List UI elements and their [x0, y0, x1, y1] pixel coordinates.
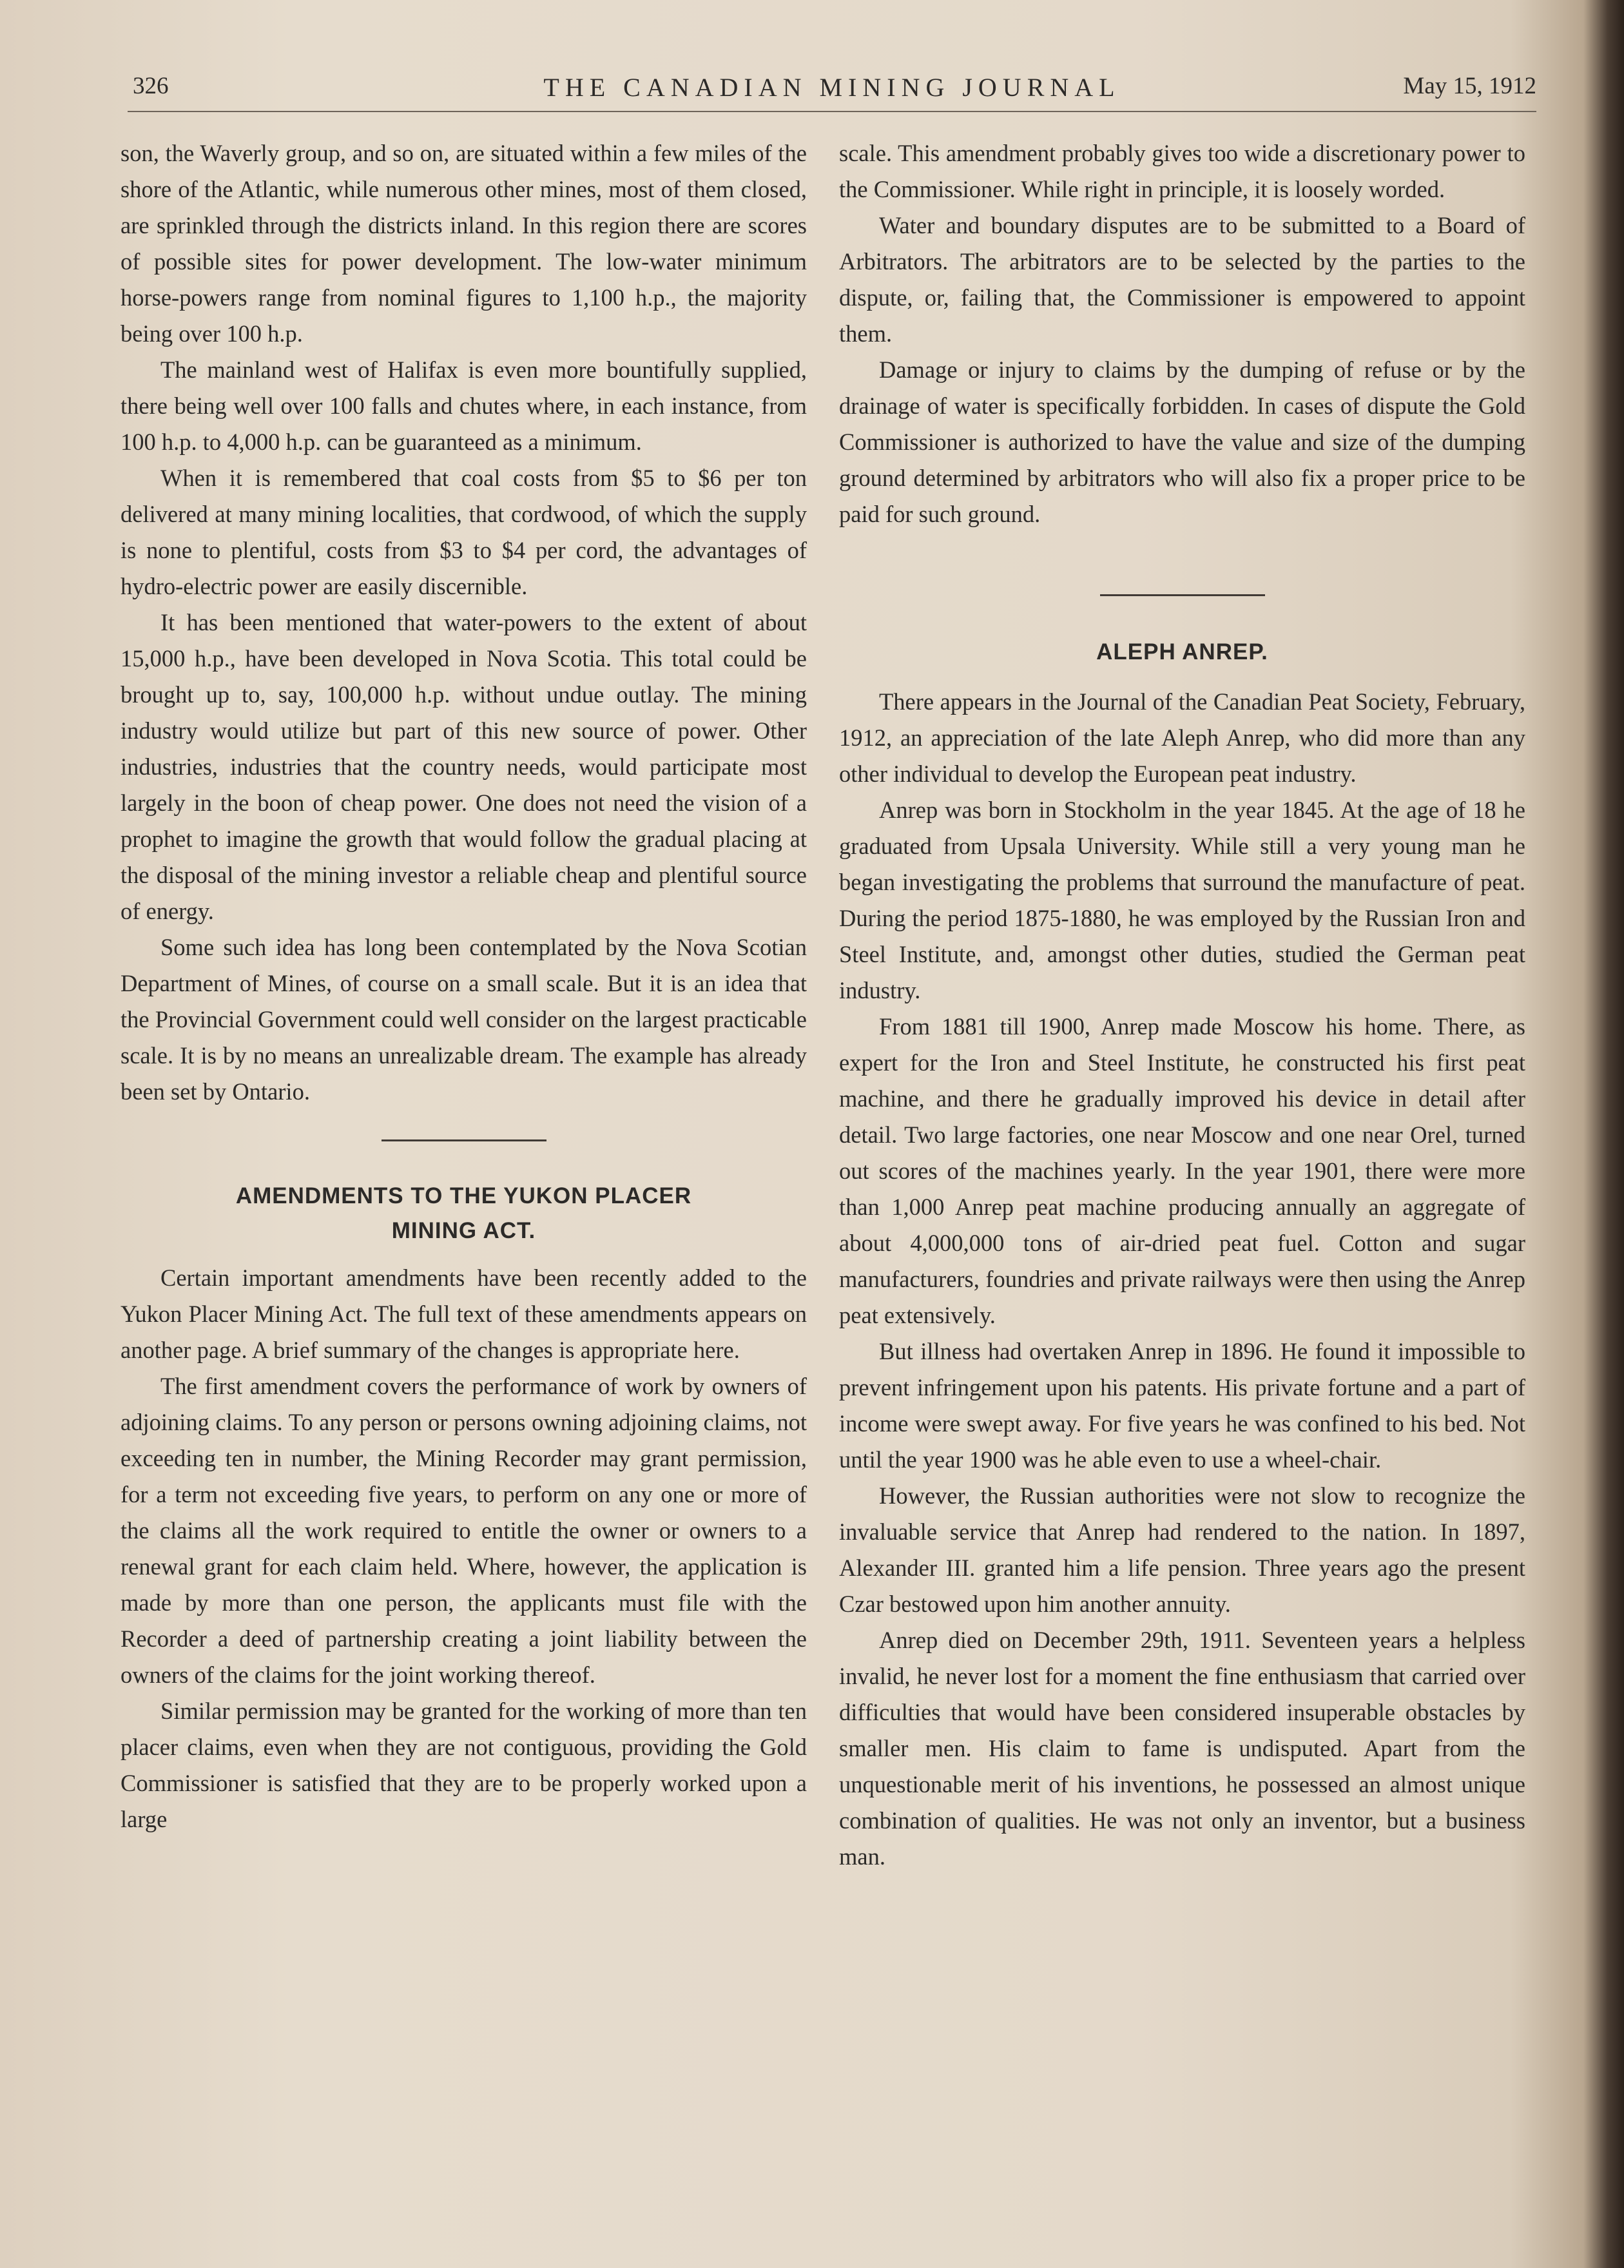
paragraph: Certain important amendments have been recently added to the Yukon Placer Mining Act. The full text of these amendments appears on another page. A brief summary of the changes is appropriate here. [121, 1265, 807, 1363]
paragraph: It has been mentioned that water-powers to the extent of about 15,000 h.p., have been developed in Nova Scotia. This total could be brought up to, say, 100,000 h.p. without undue outlay. The mining industry would utilize but part of this new source of power. Other industries, industries that the country needs, would participate most largely in the boon of cheap power. One does not need the vision of a prophet to imagine the growth that would follow the gradual placing at the disposal of the mining investor a reliable cheap and plentiful source of energy. [121, 609, 807, 924]
journal-title: THE CANADIAN MINING JOURNAL [543, 73, 1121, 102]
paragraph: son, the Waverly group, and so on, are situated within a few miles of the shore of the Atlantic, while numerous other mines, most of them closed, are sprinkled through the districts inland. In this region there are scores of possible sites for power development. The low-water minimum horse-powers range from nominal figures to 1,100 h.p., the majority being over 100 h.p. [121, 140, 807, 347]
paragraph: Similar permission may be granted for the working of more than ten placer claims, even when they are not contiguous, providing the Gold Commissioner is satisfied that they are to be properly worked upon a large [121, 1698, 807, 1832]
section-divider [1100, 594, 1265, 596]
section-divider [382, 1139, 546, 1141]
paragraph: However, the Russian authorities were not slow to recognize the invaluable service that Anrep had rendered to the nation. In 1897, Alexander III. granted him a life pension. Three years ago the present Czar bestowed upon him another annuity. [839, 1482, 1525, 1617]
page-header [128, 72, 1536, 112]
paragraph: The mainland west of Halifax is even more bountifully supplied, there being well over 100 falls and chutes where, in each instance, from 100 h.p. to 4,000 h.p. can be guaranteed as a minimum. [121, 356, 807, 455]
heading-line: AMENDMENTS TO THE YUKON PLACER [235, 1183, 692, 1208]
paragraph: Damage or injury to claims by the dumping of refuse or by the drainage of water is specifically forbidden. In cases of dispute the Gold Commissioner is authorized to have the value and size of the dumping ground determined by arbitrators who will also fix a proper price to be paid for such ground. [839, 356, 1525, 527]
article-heading-anrep: ALEPH ANREP. [1096, 639, 1268, 664]
paragraph: Some such idea has long been contemplated by the Nova Scotian Department of Mines, of course on a small scale. But it is an idea that the Provincial Government could well consider on the largest practicable scale. It is by no means an unrealizable dream. The example has already been set by Ontario. [121, 934, 807, 1105]
paragraph: Water and boundary disputes are to be submitted to a Board of Arbitrators. The arbitrators are to be selected by the parties to the dispute, or, failing that, the Commissioner is empowered to appoint them. [839, 212, 1525, 347]
page-number: 326 [133, 73, 169, 99]
paragraph: But illness had overtaken Anrep in 1896. He found it impossible to prevent infringement upon his patents. His private fortune and a part of income were swept away. For five years he was confined to his bed. Not until the year 1900 was he able even to use a wheel-chair. [839, 1338, 1525, 1473]
paragraph: Anrep was born in Stockholm in the year 1845. At the age of 18 he graduated from Upsala University. While still a very young man he began investigating the problems that surround the manufacture of peat. During the period 1875-1880, he was employed by the Russian Iron and Steel Institute, and, amongst other duties, studied the German peat industry. [839, 797, 1525, 1003]
right-column [839, 135, 1525, 1875]
paragraph: scale. This amendment probably gives too wide a discretionary power to the Commissioner. While right in principle, it is loosely worded. [839, 140, 1525, 202]
issue-date: May 15, 1912 [1403, 73, 1536, 99]
paragraph: Anrep died on December 29th, 1911. Seventeen years a helpless invalid, he never lost for a moment the fine enthusiasm that carried over difficulties that would have been considered insuperable obstacles by smaller men. His claim to fame is undisputed. Apart from the unquestionable merit of his inventions, he possessed an almost unique combination of qualities. He was not only an inventor, but a business man. [839, 1627, 1525, 1870]
paragraph: From 1881 till 1900, Anrep made Moscow his home. There, as expert for the Iron and Steel Institute, he constructed his first peat machine, and there he gradually improved his device in detail after detail. Two large factories, one near Moscow and one near Orel, turned out scores of the machines yearly. In the year 1901, there were more than 1,000 Anrep peat machine producing annually an aggregate of about 4,000,000 tons of air-dried peat fuel. Cotton and sugar manufacturers, foundries and private railways were then using the Anrep peat extensively. [839, 1013, 1525, 1328]
paragraph: There appears in the Journal of the Canadian Peat Society, February, 1912, an appreciation of the late Aleph Anrep, who did more than any other individual to develop the European peat industry. [839, 688, 1525, 787]
article-heading-yukon [121, 1179, 807, 1248]
paragraph: When it is remembered that coal costs from $5 to $6 per ton delivered at many mining localities, that cordwood, of which the supply is none to plentiful, costs from $3 to $4 per cord, the advantages of hydro-electric power are easily discernible. [121, 465, 807, 599]
left-column [121, 135, 807, 1837]
paragraph: The first amendment covers the performance of work by owners of adjoining claims. To any person or persons owning adjoining claims, not exceeding ten in number, the Mining Recorder may grant permission, for a term not exceeding five years, to perform on any one or more of the claims all the work required to entitle the owner or owners to a renewal grant for each claim held. Where, however, the application is made by more than one person, the applicants must file with the Recorder a deed of partnership creating a joint liability between the owners of the claims for the joint working thereof. [121, 1373, 807, 1688]
heading-line: MINING ACT. [391, 1218, 536, 1243]
